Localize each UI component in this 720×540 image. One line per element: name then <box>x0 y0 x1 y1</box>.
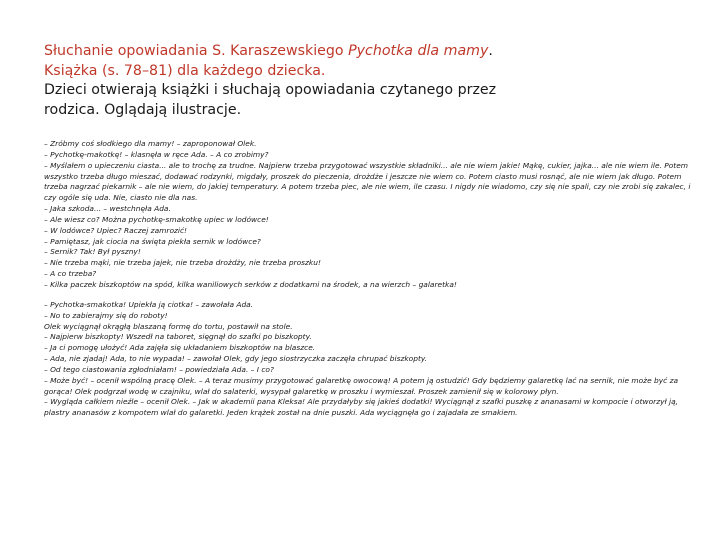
story-paragraph: – Sernik? Tak! Był pyszny! <box>44 247 141 257</box>
story-paragraph: – A co trzeba? <box>44 269 97 279</box>
story-paragraph: – Ja ci pomogę ułożyć! Ada zajęła się układaniem biszkoptów na blaszce. <box>44 343 316 353</box>
story-paragraph: – Kilka paczek biszkoptów na spód, kilka waniliowych serków z dodatkami na środek, a na wierzch – galaretka! <box>44 279 457 289</box>
story-paragraph: – W lodówce? Upiec? Raczej zamrozić! <box>44 225 188 235</box>
story-paragraph: – Pychotka-smakotka! Upiekła ją ciotka! – zawołała Ada. <box>44 299 254 309</box>
paragraph-gap <box>44 291 696 300</box>
slide-heading <box>44 42 694 120</box>
heading-line-2: Książka (s. 78–81) dla każdego dziecka. <box>44 62 326 79</box>
story-paragraph: – Może być! – ocenił wspólną pracę Olek. – A teraz musimy przygotować galaretkę owocową! A potem ją ostudzić! Gdy będziemy galaretkę lać na sernik, nie może być za gorąca! Olek podgrzał wodę w czajniku, wlał do salaterki, wysypał galaretkę w proszku i wymieszał. Proszek zamienił się w kolorowy płyn. <box>44 375 679 396</box>
heading-line-1-suffix: . <box>488 43 493 59</box>
story-text <box>44 139 696 419</box>
story-paragraph: – Ale wiesz co? Można pychotkę-smakotkę upiec w lodówce! <box>44 214 269 224</box>
story-paragraph: – Pamiętasz, jak ciocia na święta piekła sernik w lodówce? <box>44 236 261 246</box>
heading-line-4: rodzica. Oglądają ilustracje. <box>44 101 242 118</box>
story-paragraph: – No to zabierajmy się do roboty! <box>44 310 168 320</box>
story-paragraph: – Nie trzeba mąki, nie trzeba jajek, nie trzeba drożdży, nie trzeba proszku! <box>44 258 321 268</box>
story-paragraph: – Najpierw biszkopty! Wszedł na taboret, sięgnął do szafki po biszkopty. <box>44 332 312 342</box>
story-paragraph: – Zróbmy coś słodkiego dla mamy! – zaproponował Olek. <box>44 139 257 148</box>
story-paragraph: Olek wyciągnął okrągłą blaszaną formę do tortu, postawił na stole. <box>44 321 293 331</box>
heading-line-3: Dzieci otwierają książki i słuchają opowiadania czytanego przez <box>44 82 497 98</box>
heading-line-1 <box>44 42 694 62</box>
story-paragraph: – Myślałem o upieczeniu ciasta... ale to trochę za trudne. Najpierw trzeba przygotować wszystkie składniki... ale nie wiem jakie! Mąkę, cukier, jajka... ale nie wiem ile. Potem wszystko trzeba długo mieszać, dodawać rodzynki, migdały, proszek do pieczenia, drożdże i jeszcze nie wiem co. Potem ciasto musi rosnąć, ale nie wiem jak długo. Potem trzeba nagrzać piekarnik – ale nie wiem, do jakiej temperatury. A potem trzeba piec, ale nie wiem, ile czasu. I nigdy nie wiadomo, czy się nie spali, czy nie zrobi się zakalec, i czy ogóle się uda. Nie, ciasto nie dla nas. <box>44 160 691 203</box>
story-paragraph: – Od tego ciastowania zgłodniałam! – powiedziała Ada. – I co? <box>44 364 274 374</box>
story-paragraph: – Jaka szkoda... – westchnęła Ada. <box>44 204 171 214</box>
story-paragraph: – Pychotkę-makotkę! – klasnęła w ręce Ada. – A co zrobimy? <box>44 149 269 159</box>
story-paragraph: – Ada, nie zjadaj! Ada, to nie wypada! – zawołał Olek, gdy jego siostrzyczka zaczęła chrupać biszkopty. <box>44 354 428 364</box>
story-title: Pychotka dla mamy <box>348 43 489 59</box>
heading-line-1-prefix: Słuchanie opowiadania S. Karaszewskiego <box>44 43 349 59</box>
story-paragraph: – Wygląda całkiem nieźle – ocenił Olek. – Jak w akademii pana Kleksa! Ale przydałyby się jakieś dodatki! Wyciągnął z szafki puszkę z ananasami w kompocie i otworzył ją, plastry ananasów z kompotem wlał do galaretki. Jeden krążek został na dnie puszki. Ada wyciągnęła go i zajadała ze smakiem. <box>44 397 678 418</box>
